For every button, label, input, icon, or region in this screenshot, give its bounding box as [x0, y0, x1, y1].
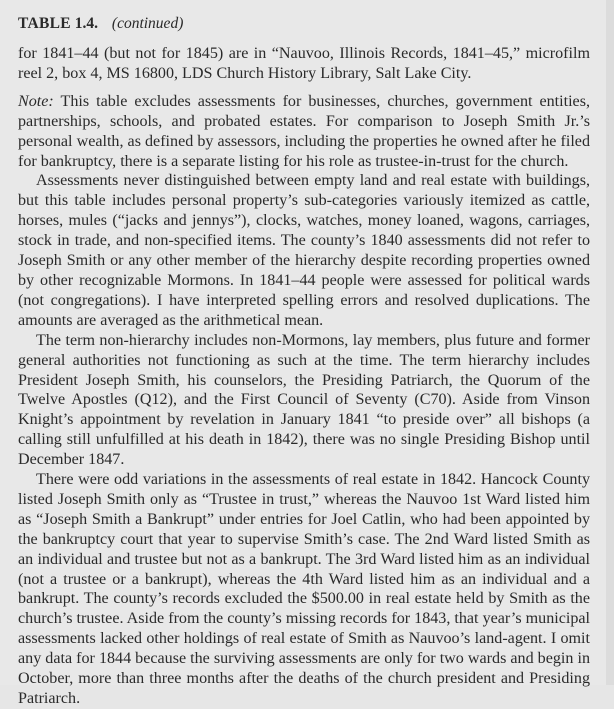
page-edge: [606, 0, 614, 685]
note-label: Note:: [18, 92, 54, 110]
note-paragraph-4: There were odd variations in the assessments of real estate in 1842. Hancock County listed Joseph Smith only as “Trustee in trust,” whereas the Nauvoo 1st Ward listed him as “Joseph Smith a Bankrupt” under entries for Joel Catlin, who had been appointed by the bankruptcy court that year to supervise Smith’s case. The 2nd Ward listed Smith as an individual and trustee but not as a bankrupt. The 3rd Ward listed him as an individual (not a trustee or a bankrupt), whereas the 4th Ward listed him as an individual and a bankrupt. The county’s records excluded the $500.00 in real estate held by Smith as the church’s trustee. Aside from the county’s missing records for 1843, that year’s municipal assessments lacked other holdings of real estate of Smith as Nauvoo’s land-agent. I omit any data for 1844 because the surviving assessments are only for two wards and begin in October, more than three months after the deaths of the church president and Presiding Patriarch.: [18, 471, 590, 707]
note-paragraph-1: [18, 92, 590, 172]
note-paragraph-2: Assessments never distinguished between empty land and real estate with buildings, but this table includes personal property’s sub-categories variously itemized as cattle, horses, mules (“jacks and jennys”), clocks, watches, money loaned, wagons, carriages, stock in trade, and non-specified items. The county’s 1840 assessments did not refer to Joseph Smith or any other member of the hierarchy despite recording properties owned by other recognizable Mormons. In 1841–44 people were assessed for political wards (not congregations). I have interpreted spelling errors and resolved duplications. The amounts are averaged as the arithmetical mean.: [18, 172, 590, 329]
source-citation: for 1841–44 (but not for 1845) are in “Nauvoo, Illinois Records, 1841–45,” microfilm reel 2, box 4, MS 16800, LDS Church History Library, Salt Lake City.: [18, 45, 590, 82]
table-note-content: [18, 14, 590, 709]
note-paragraph-3: The term non-hierarchy includes non-Mormons, lay members, plus future and former general authorities not functioning as such at the time. The term hierarchy includes President Joseph Smith, his counselors, the Presiding Patriarch, the Quorum of the Twelve Apostles (Q12), and the First Council of Seventy (C70). Aside from Vinson Knight’s appointment by revelation in January 1841 “to preside over” all bishops (a calling still unfulfilled at his death in 1842), there was no single Presiding Bishop until December 1847.: [18, 331, 590, 469]
continued-label: (continued): [111, 15, 184, 32]
table-number: 1.4.: [74, 15, 99, 32]
table-heading: [18, 14, 590, 34]
table-label: TABLE: [18, 15, 71, 32]
note-paragraph-1-text: This table excludes assessments for businesses, churches, government entities, partnerships, schools, and probated estates. For comparison to Joseph Smith Jr.’s personal wealth, as defined by assessors, including the properties he owned after he filed for bankruptcy, there is a separate listing for his role as trustee-in-trust for the church.: [18, 92, 590, 170]
